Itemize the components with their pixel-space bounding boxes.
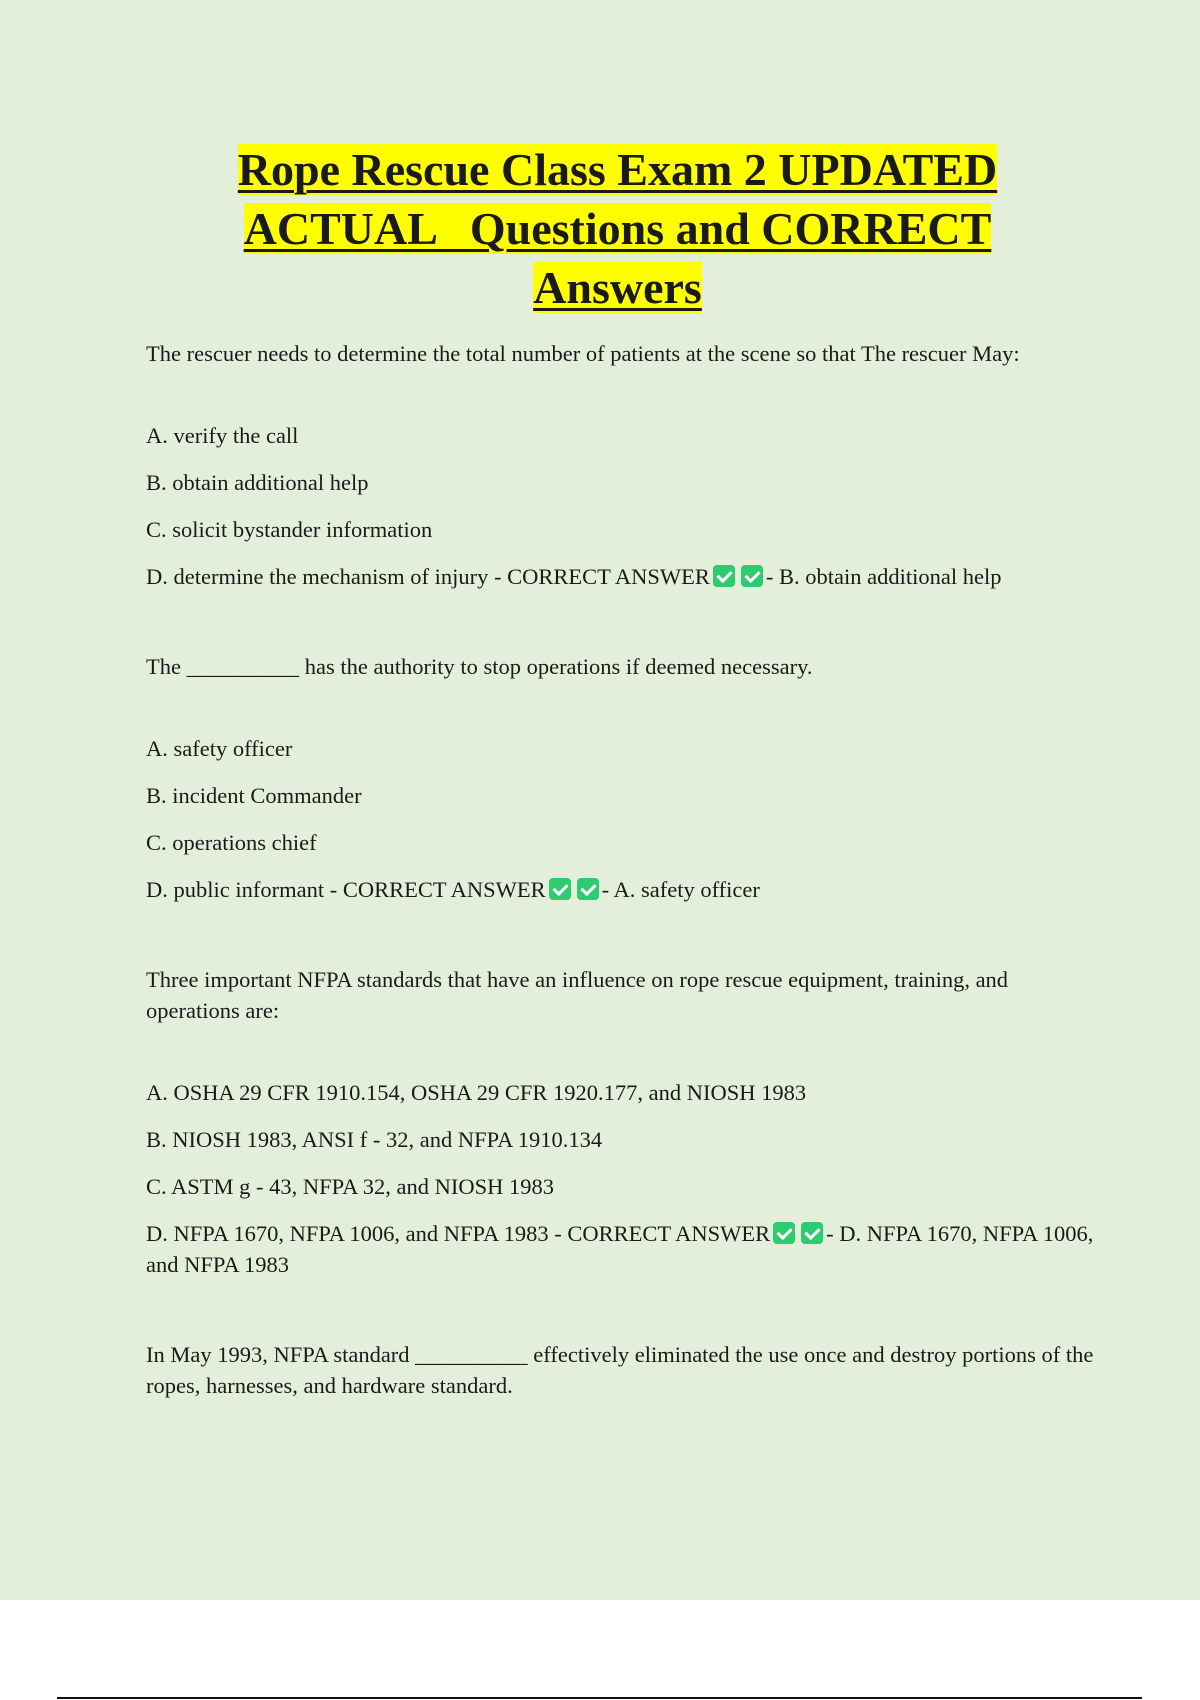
option-c: C. ASTM g - 43, NFPA 32, and NIOSH 1983 xyxy=(146,1174,554,1199)
correct-answer-text: - D. NFPA 1670, NFPA 1006, and NFPA 1983 xyxy=(146,1221,1094,1277)
correct-answer-label: CORRECT ANSWER xyxy=(342,877,546,902)
option-a: A. safety officer xyxy=(146,736,293,761)
question-text: The __________ has the authority to stop operations if deemed necessary. xyxy=(146,654,813,679)
check-mark-icon xyxy=(773,1222,795,1244)
question-text: The rescuer needs to determine the total number of patients at the scene so that The rescuer May: xyxy=(146,341,1020,366)
option-b: B. incident Commander xyxy=(146,783,362,808)
check-mark-icon xyxy=(549,878,571,900)
correct-answer-label: CORRECT ANSWER xyxy=(567,1221,771,1246)
title-line-2: ACTUAL Questions and CORRECT xyxy=(243,203,992,254)
option-a: A. OSHA 29 CFR 1910.154, OSHA 29 CFR 1920.177, and NIOSH 1983 xyxy=(146,1080,807,1105)
correct-answer-text: - B. obtain additional help xyxy=(765,564,1002,589)
option-d-with-answer xyxy=(146,874,1106,905)
option-c: C. operations chief xyxy=(146,830,317,855)
question-block-2 xyxy=(146,651,1106,905)
question-block-4 xyxy=(146,1339,1106,1401)
correct-answer-label: CORRECT ANSWER xyxy=(507,564,710,589)
title-line-3: Answers xyxy=(533,262,702,313)
option-d-with-answer xyxy=(146,561,1106,592)
question-block-1 xyxy=(146,338,1106,592)
question-text: In May 1993, NFPA standard __________ effectively eliminated the use once and destroy portions of the ropes, harnesses, and hardware standard. xyxy=(146,1342,1094,1398)
option-b: B. NIOSH 1983, ANSI f - 32, and NFPA 1910.134 xyxy=(146,1127,603,1152)
check-mark-icon xyxy=(801,1222,823,1244)
question-text: Three important NFPA standards that have an influence on rope rescue equipment, training, and operations are: xyxy=(146,967,1009,1023)
option-d-with-answer xyxy=(146,1218,1106,1280)
option-d: D. NFPA 1670, NFPA 1006, and NFPA 1983 - xyxy=(146,1221,568,1246)
option-b: B. obtain additional help xyxy=(146,470,369,495)
correct-answer-text: - A. safety officer xyxy=(601,877,760,902)
document-title xyxy=(100,140,1135,317)
title-line-1: Rope Rescue Class Exam 2 UPDATED xyxy=(237,144,998,195)
question-block-3 xyxy=(146,964,1106,1280)
option-c: C. solicit bystander information xyxy=(146,517,433,542)
option-d: D. public informant - xyxy=(146,877,343,902)
option-d: D. determine the mechanism of injury - xyxy=(146,564,508,589)
option-a: A. verify the call xyxy=(146,423,299,448)
check-mark-icon xyxy=(713,565,735,587)
question-list xyxy=(146,338,1106,1460)
footer-divider xyxy=(57,1697,1142,1699)
check-mark-icon xyxy=(741,565,763,587)
check-mark-icon xyxy=(577,878,599,900)
